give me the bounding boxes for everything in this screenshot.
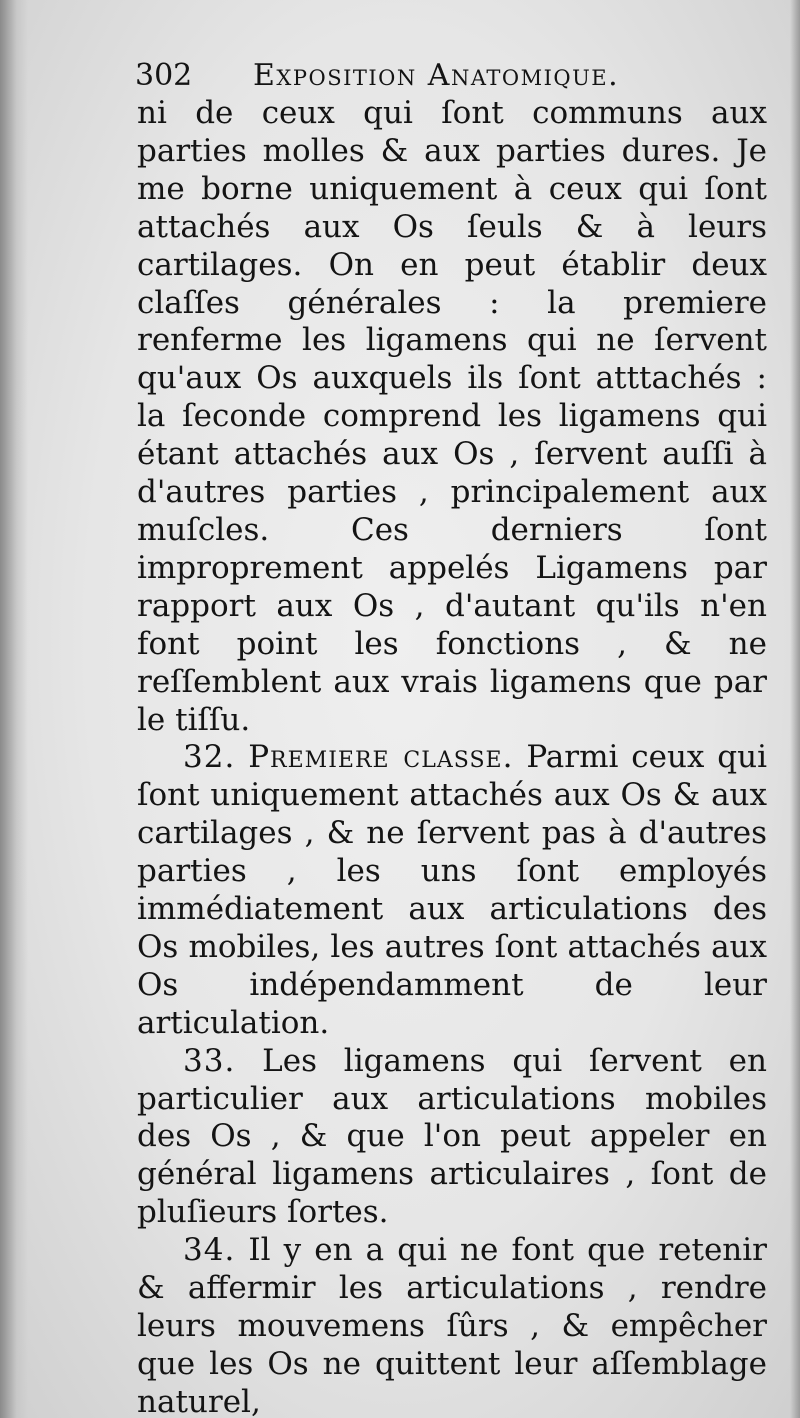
binding-gutter-shadow [0, 0, 28, 1418]
paragraph-34 [137, 1232, 767, 1418]
page-edge-shadow [790, 0, 800, 1418]
running-title: Exposition Anatomique. [253, 58, 620, 93]
paragraph-number: 33. [183, 1042, 236, 1079]
paragraph-32 [137, 739, 767, 1042]
paragraph-text: Parmi ceux qui ſont uniquement attachés aux Os & aux cartilages , & ne ſervent pas à d'autres parties , les uns ſont employés immédiatement aux articulations des Os mobiles, les autres ſont attachés aux Os indépendamment de leur articulation. [137, 739, 767, 1041]
paragraph-33 [137, 1043, 767, 1233]
page-header [135, 58, 775, 98]
paragraph-continued [137, 95, 767, 739]
body-text [137, 95, 767, 1418]
section-lead: Premiere classe. [248, 739, 514, 776]
paragraph-text: Les ligamens qui ſervent en particulier aux articulations mobiles des Os , & que l'on peut appeler en général ligamens articulaires , ſont de pluſieurs ſortes. [137, 1042, 767, 1231]
paragraph-number: 32. [183, 739, 236, 776]
paragraph-text: Il y en a qui ne font que retenir & affermir les articulations , rendre leurs mouvemens ſûrs , & empêcher que les Os ne quittent leur aſſemblage naturel, [137, 1232, 767, 1418]
paragraph-number: 34. [183, 1232, 236, 1269]
page-number: 302 [135, 58, 193, 93]
paragraph-text: ni de ceux qui ſont communs aux parties molles & aux parties dures. Je me borne uniquement à ceux qui ſont attachés aux Os ſeuls & à leurs cartilages. On en peut établir deux claſſes générales : la premiere renferme les ligamens qui ne ſervent qu'aux Os auxquels ils ſont atttachés : la ſeconde comprend les ligamens qui étant attachés aux Os , ſervent auſſi à d'autres parties , principalement aux muſcles. Ces derniers ſont improprement appelés Ligamens par rapport aux Os , d'autant qu'ils n'en font point les fonctions , & ne reſſemblent aux vrais ligamens que par le tiſſu. [137, 95, 767, 738]
